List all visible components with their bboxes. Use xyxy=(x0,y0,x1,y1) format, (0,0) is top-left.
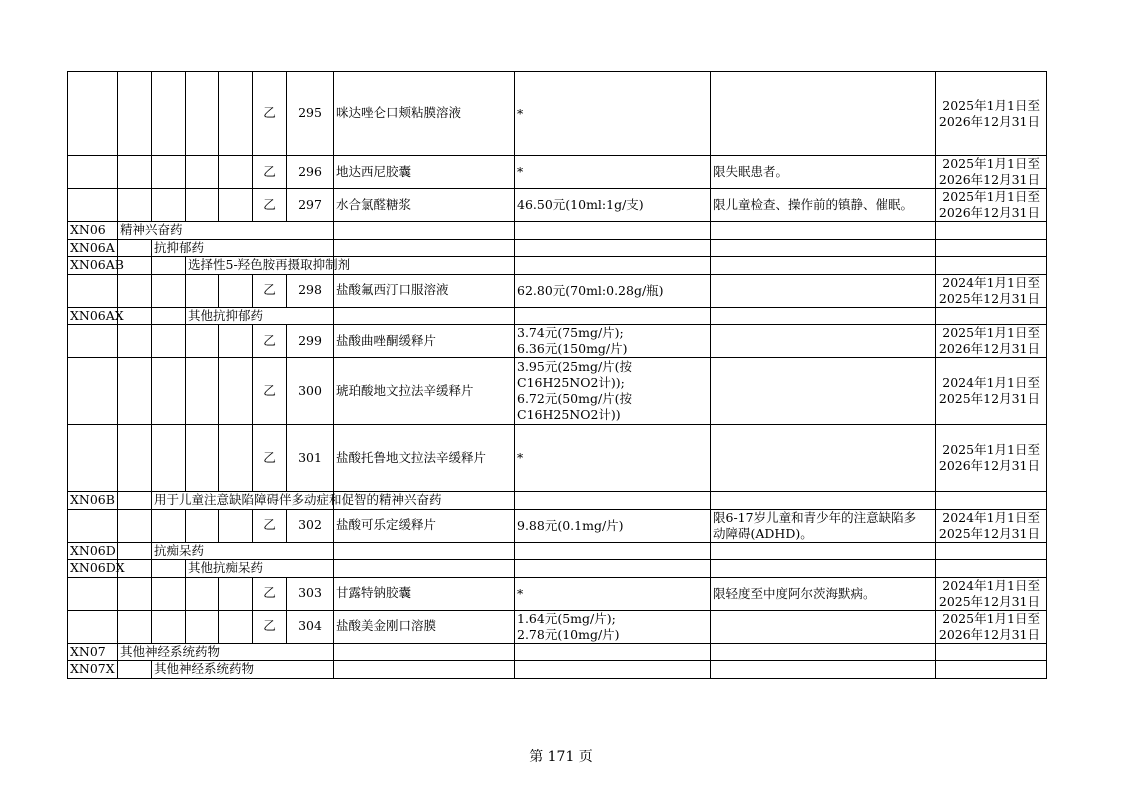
empty-cell xyxy=(68,189,118,222)
empty-cell xyxy=(936,307,1047,325)
drug-name-cell: 水合氯醛糖浆 xyxy=(334,189,515,222)
date-cell: 2025年1月1日至 2026年12月31日 xyxy=(936,156,1047,189)
empty-cell xyxy=(118,542,152,560)
limit-cell xyxy=(711,72,936,156)
limit-cell xyxy=(711,425,936,492)
date-cell: 2024年1月1日至 2025年12月31日 xyxy=(936,577,1047,610)
empty-cell xyxy=(118,72,152,156)
empty-cell xyxy=(118,577,152,610)
empty-cell xyxy=(118,610,152,643)
drug-catalog-table-wrapper xyxy=(67,71,1047,679)
drug-row xyxy=(68,156,1047,189)
category-label-cell: 选择性5-羟色胺再摄取抑制剂 xyxy=(186,257,334,275)
empty-cell xyxy=(152,189,186,222)
empty-cell xyxy=(334,643,515,661)
empty-cell xyxy=(118,189,152,222)
drug-name-cell: 琥珀酸地文拉法辛缓释片 xyxy=(334,358,515,425)
class-cell: 乙 xyxy=(253,577,287,610)
empty-cell xyxy=(186,72,219,156)
empty-cell xyxy=(936,560,1047,578)
empty-cell xyxy=(711,542,936,560)
empty-cell xyxy=(118,425,152,492)
empty-cell xyxy=(186,189,219,222)
empty-cell xyxy=(334,222,515,240)
category-code-cell: XN06D xyxy=(68,542,118,560)
date-cell: 2025年1月1日至 2026年12月31日 xyxy=(936,72,1047,156)
empty-cell xyxy=(186,156,219,189)
category-label-cell: 其他神经系统药物 xyxy=(118,643,334,661)
category-row xyxy=(68,542,1047,560)
empty-cell xyxy=(219,274,253,307)
empty-cell xyxy=(515,239,711,257)
empty-cell xyxy=(219,425,253,492)
limit-cell xyxy=(711,610,936,643)
empty-cell xyxy=(515,542,711,560)
empty-cell xyxy=(936,492,1047,510)
category-code-cell: XN06AX xyxy=(68,307,118,325)
drug-row xyxy=(68,610,1047,643)
category-row xyxy=(68,661,1047,679)
limit-cell: 限儿童检查、操作前的镇静、催眠。 xyxy=(711,189,936,222)
empty-cell xyxy=(711,492,936,510)
category-label-cell: 其他神经系统药物 xyxy=(152,661,334,679)
empty-cell xyxy=(711,257,936,275)
drug-row xyxy=(68,509,1047,542)
empty-cell xyxy=(936,643,1047,661)
empty-cell xyxy=(515,492,711,510)
empty-cell xyxy=(711,560,936,578)
category-row xyxy=(68,239,1047,257)
price-cell: * xyxy=(515,425,711,492)
table-body xyxy=(68,72,1047,679)
price-cell: 62.80元(70ml:0.28g/瓶) xyxy=(515,274,711,307)
category-label-cell: 其他抗痴呆药 xyxy=(186,560,334,578)
date-cell: 2025年1月1日至 2026年12月31日 xyxy=(936,189,1047,222)
drug-name-cell: 甘露特钠胶囊 xyxy=(334,577,515,610)
category-label-cell: 抗痴呆药 xyxy=(152,542,334,560)
limit-cell xyxy=(711,358,936,425)
empty-cell xyxy=(936,661,1047,679)
empty-cell xyxy=(68,358,118,425)
drug-row xyxy=(68,358,1047,425)
empty-cell xyxy=(68,577,118,610)
drug-name-cell: 咪达唑仑口颊粘膜溶液 xyxy=(334,72,515,156)
category-label-cell: 抗抑郁药 xyxy=(152,239,334,257)
empty-cell xyxy=(68,72,118,156)
empty-cell xyxy=(219,577,253,610)
limit-cell: 限轻度至中度阿尔茨海默病。 xyxy=(711,577,936,610)
empty-cell xyxy=(334,560,515,578)
empty-cell xyxy=(711,661,936,679)
empty-cell xyxy=(334,307,515,325)
empty-cell xyxy=(68,325,118,358)
category-code-cell: XN07X xyxy=(68,661,118,679)
empty-cell xyxy=(118,325,152,358)
limit-cell xyxy=(711,325,936,358)
empty-cell xyxy=(334,239,515,257)
drug-name-cell: 盐酸曲唑酮缓释片 xyxy=(334,325,515,358)
empty-cell xyxy=(118,358,152,425)
empty-cell xyxy=(219,72,253,156)
empty-cell xyxy=(936,222,1047,240)
category-row xyxy=(68,307,1047,325)
class-cell: 乙 xyxy=(253,189,287,222)
empty-cell xyxy=(515,307,711,325)
drug-row xyxy=(68,425,1047,492)
empty-cell xyxy=(219,610,253,643)
class-cell: 乙 xyxy=(253,274,287,307)
empty-cell xyxy=(711,222,936,240)
number-cell: 297 xyxy=(287,189,334,222)
empty-cell xyxy=(515,222,711,240)
empty-cell xyxy=(515,257,711,275)
category-label-cell: 其他抗抑郁药 xyxy=(186,307,334,325)
empty-cell xyxy=(152,610,186,643)
empty-cell xyxy=(118,661,152,679)
empty-cell xyxy=(152,509,186,542)
empty-cell xyxy=(118,239,152,257)
empty-cell xyxy=(334,661,515,679)
empty-cell xyxy=(186,425,219,492)
drug-name-cell: 盐酸托鲁地文拉法辛缓释片 xyxy=(334,425,515,492)
drug-name-cell: 盐酸美金刚口溶膜 xyxy=(334,610,515,643)
class-cell: 乙 xyxy=(253,358,287,425)
drug-row xyxy=(68,274,1047,307)
empty-cell xyxy=(219,156,253,189)
empty-cell xyxy=(219,325,253,358)
empty-cell xyxy=(936,257,1047,275)
empty-cell xyxy=(515,661,711,679)
empty-cell xyxy=(186,577,219,610)
category-label-cell: 精神兴奋药 xyxy=(118,222,334,240)
empty-cell xyxy=(152,560,186,578)
empty-cell xyxy=(515,560,711,578)
empty-cell xyxy=(186,358,219,425)
empty-cell xyxy=(334,257,515,275)
empty-cell xyxy=(152,274,186,307)
drug-name-cell: 地达西尼胶囊 xyxy=(334,156,515,189)
empty-cell xyxy=(118,156,152,189)
limit-cell: 限6-17岁儿童和青少年的注意缺陷多 动障碍(ADHD)。 xyxy=(711,509,936,542)
empty-cell xyxy=(334,542,515,560)
category-code-cell: XN07 xyxy=(68,643,118,661)
empty-cell xyxy=(68,425,118,492)
empty-cell xyxy=(118,274,152,307)
drug-name-cell: 盐酸可乐定缓释片 xyxy=(334,509,515,542)
price-cell: 9.88元(0.1mg/片) xyxy=(515,509,711,542)
empty-cell xyxy=(68,509,118,542)
empty-cell xyxy=(152,325,186,358)
empty-cell xyxy=(186,610,219,643)
number-cell: 303 xyxy=(287,577,334,610)
date-cell: 2025年1月1日至 2026年12月31日 xyxy=(936,425,1047,492)
drug-row xyxy=(68,189,1047,222)
drug-row xyxy=(68,72,1047,156)
empty-cell xyxy=(219,358,253,425)
class-cell: 乙 xyxy=(253,425,287,492)
empty-cell xyxy=(152,156,186,189)
price-cell: 3.95元(25mg/片(按 C16H25NO2计)); 6.72元(50mg/片(按 C16H25NO2计)) xyxy=(515,358,711,425)
number-cell: 300 xyxy=(287,358,334,425)
price-cell: 1.64元(5mg/片); 2.78元(10mg/片) xyxy=(515,610,711,643)
category-code-cell: XN06A xyxy=(68,239,118,257)
number-cell: 296 xyxy=(287,156,334,189)
date-cell: 2025年1月1日至 2026年12月31日 xyxy=(936,610,1047,643)
empty-cell xyxy=(219,189,253,222)
number-cell: 299 xyxy=(287,325,334,358)
category-code-cell: XN06 xyxy=(68,222,118,240)
number-cell: 304 xyxy=(287,610,334,643)
class-cell: 乙 xyxy=(253,325,287,358)
empty-cell xyxy=(68,274,118,307)
date-cell: 2024年1月1日至 2025年12月31日 xyxy=(936,358,1047,425)
class-cell: 乙 xyxy=(253,509,287,542)
price-cell: * xyxy=(515,577,711,610)
empty-cell xyxy=(186,509,219,542)
number-cell: 295 xyxy=(287,72,334,156)
empty-cell xyxy=(68,156,118,189)
category-row xyxy=(68,257,1047,275)
category-code-cell: XN06DX xyxy=(68,560,118,578)
empty-cell xyxy=(186,274,219,307)
price-cell: 46.50元(10ml:1g/支) xyxy=(515,189,711,222)
empty-cell xyxy=(152,72,186,156)
empty-cell xyxy=(152,358,186,425)
number-cell: 301 xyxy=(287,425,334,492)
category-code-cell: XN06B xyxy=(68,492,118,510)
drug-catalog-table xyxy=(67,71,1047,679)
number-cell: 298 xyxy=(287,274,334,307)
empty-cell xyxy=(118,492,152,510)
limit-cell xyxy=(711,274,936,307)
empty-cell xyxy=(68,610,118,643)
date-cell: 2024年1月1日至 2025年12月31日 xyxy=(936,274,1047,307)
category-row xyxy=(68,560,1047,578)
price-cell: * xyxy=(515,72,711,156)
number-cell: 302 xyxy=(287,509,334,542)
price-cell: * xyxy=(515,156,711,189)
page-number: 第 171 页 xyxy=(529,749,593,765)
class-cell: 乙 xyxy=(253,610,287,643)
empty-cell xyxy=(711,307,936,325)
drug-row xyxy=(68,325,1047,358)
empty-cell xyxy=(936,542,1047,560)
category-row xyxy=(68,643,1047,661)
price-cell: 3.74元(75mg/片); 6.36元(150mg/片) xyxy=(515,325,711,358)
limit-cell: 限失眠患者。 xyxy=(711,156,936,189)
empty-cell xyxy=(152,257,186,275)
empty-cell xyxy=(711,643,936,661)
empty-cell xyxy=(711,239,936,257)
empty-cell xyxy=(152,425,186,492)
drug-name-cell: 盐酸氟西汀口服溶液 xyxy=(334,274,515,307)
class-cell: 乙 xyxy=(253,156,287,189)
drug-row xyxy=(68,577,1047,610)
category-label-cell: 用于儿童注意缺陷障碍伴多动症和促智的精神兴奋药 xyxy=(152,492,334,510)
category-row xyxy=(68,492,1047,510)
empty-cell xyxy=(152,577,186,610)
category-code-cell: XN06AB xyxy=(68,257,118,275)
empty-cell xyxy=(152,307,186,325)
empty-cell xyxy=(186,325,219,358)
empty-cell xyxy=(219,509,253,542)
empty-cell xyxy=(936,239,1047,257)
date-cell: 2024年1月1日至 2025年12月31日 xyxy=(936,509,1047,542)
category-row xyxy=(68,222,1047,240)
empty-cell xyxy=(118,509,152,542)
class-cell: 乙 xyxy=(253,72,287,156)
date-cell: 2025年1月1日至 2026年12月31日 xyxy=(936,325,1047,358)
empty-cell xyxy=(515,643,711,661)
